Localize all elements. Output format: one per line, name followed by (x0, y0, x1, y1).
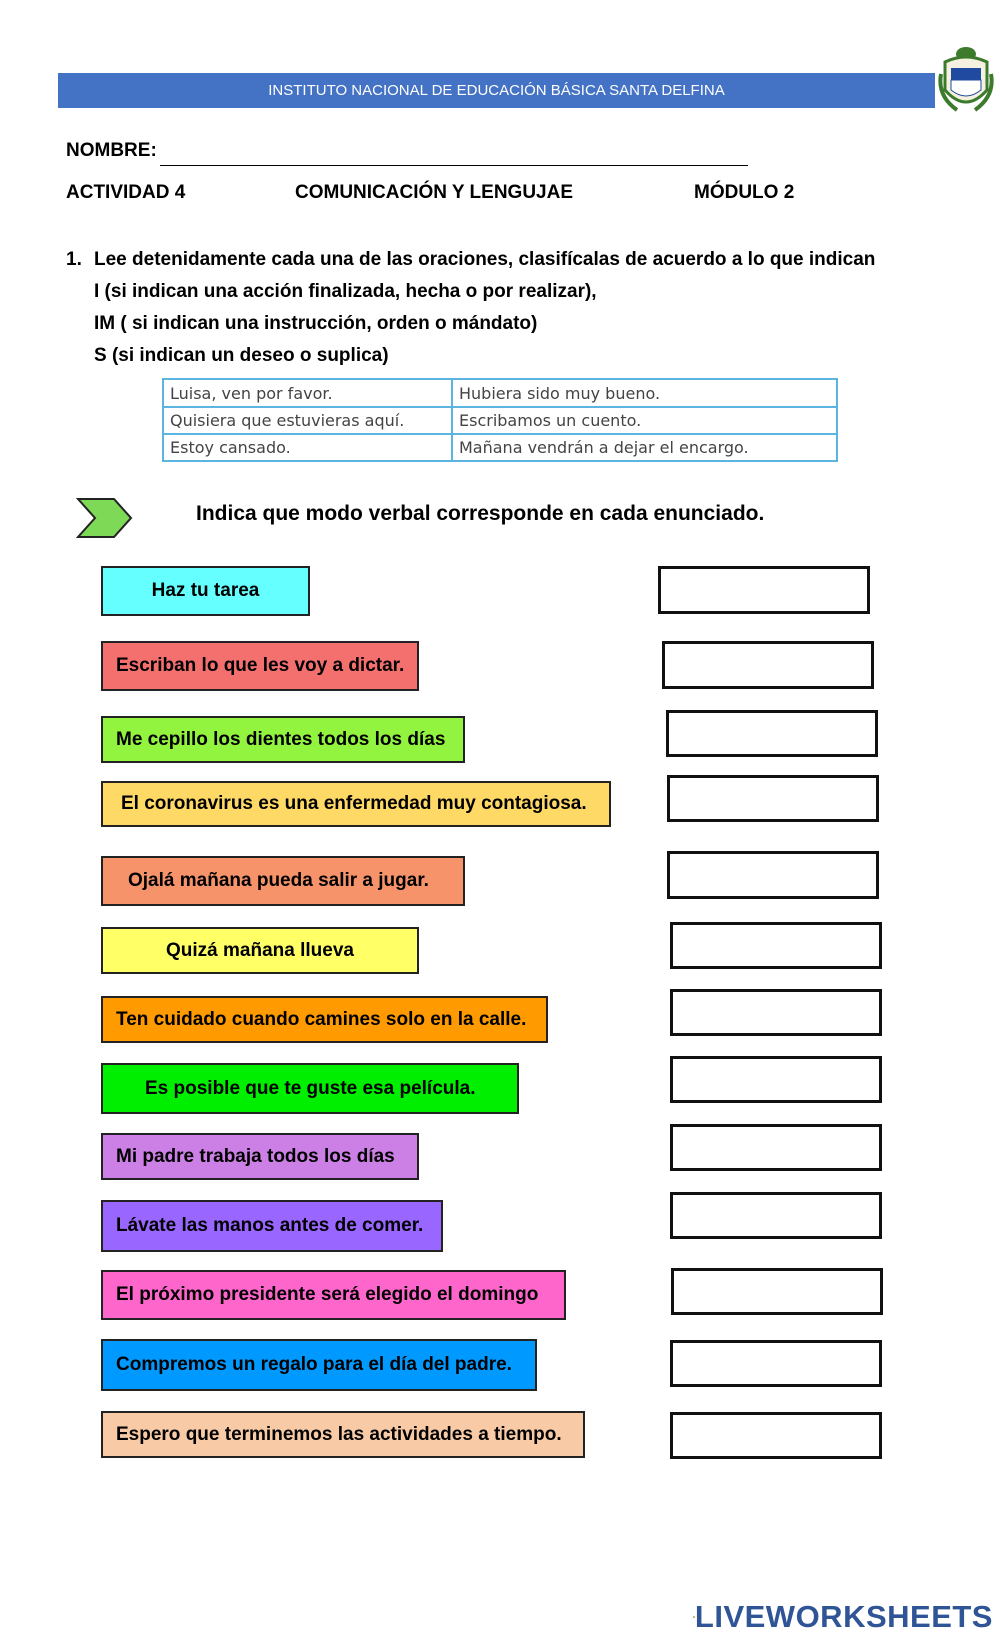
chevron-right-icon (76, 497, 134, 539)
module-label: MÓDULO 2 (694, 182, 795, 203)
sentence-text: Escriban lo que les voy a dictar. (116, 655, 405, 676)
answer-box-13[interactable] (670, 1412, 882, 1459)
answer-box-10[interactable] (670, 1192, 882, 1239)
example-cell: Hubiera sido muy bueno. (459, 383, 661, 403)
answer-box-4[interactable] (667, 775, 879, 822)
task-heading: Indica que modo verbal corresponde en cada enunciado. (196, 502, 765, 525)
institution-title: INSTITUTO NACIONAL DE EDUCACIÓN BÁSICA SANTA DELFINA (268, 82, 725, 99)
sentence-box-13 (101, 1411, 585, 1458)
instruction-line-2: I (si indican una acción finalizada, hecha o por realizar), (94, 281, 597, 302)
sentence-text: Compremos un regalo para el día del padre. (116, 1354, 512, 1375)
example-cell: Luisa, ven por favor. (170, 383, 333, 403)
name-field[interactable] (160, 165, 748, 166)
answer-box-8[interactable] (670, 1056, 882, 1103)
answer-box-5[interactable] (667, 851, 879, 899)
example-cell: Quisiera que estuvieras aquí. (170, 411, 405, 430)
sentence-box-6 (101, 927, 419, 974)
institution-banner (58, 73, 935, 108)
example-cell: Estoy cansado. (170, 438, 291, 457)
answer-box-12[interactable] (670, 1340, 882, 1387)
sentence-text: Mi padre trabaja todos los días (116, 1145, 395, 1167)
subject-label: COMUNICACIÓN Y LENGUJAE (295, 182, 573, 203)
instruction-line-1: Lee detenidamente cada una de las oraciones, clasifícalas de acuerdo a lo que indican (94, 249, 876, 270)
sentence-box-1 (101, 566, 310, 616)
answer-box-11[interactable] (671, 1268, 883, 1315)
example-table (162, 378, 838, 462)
answer-box-6[interactable] (670, 922, 882, 969)
sentence-box-12 (101, 1339, 537, 1391)
sentence-box-11 (101, 1270, 566, 1320)
answer-box-3[interactable] (666, 710, 878, 757)
school-crest-icon (937, 44, 995, 120)
answer-box-9[interactable] (670, 1124, 882, 1171)
sentence-box-2 (101, 641, 419, 691)
answer-box-7[interactable] (670, 989, 882, 1036)
sentence-text: Quizá mañana llueva (166, 939, 354, 961)
sentence-text: Haz tu tarea (151, 580, 260, 601)
name-label: NOMBRE: (66, 140, 157, 161)
example-cell: Mañana vendrán a dejar el encargo. (459, 438, 749, 457)
sentence-box-3 (101, 716, 465, 763)
sentence-box-8 (101, 1063, 519, 1114)
sentence-text: El próximo presidente será elegido el domingo (116, 1284, 539, 1305)
answer-box-2[interactable] (662, 641, 874, 689)
sentence-text: Ten cuidado cuando camines solo en la calle. (116, 1008, 527, 1030)
sentence-text: Espero que terminemos las actividades a tiempo. (116, 1423, 562, 1445)
liveworksheets-logo (693, 1600, 993, 1634)
instruction-line-3: IM ( si indican una instrucción, orden o mándato) (94, 313, 538, 334)
sentence-box-7 (101, 996, 548, 1043)
sentence-box-5 (101, 856, 465, 906)
sentence-text: El coronavirus es una enfermedad muy contagiosa. (121, 793, 587, 814)
sentence-box-9 (101, 1133, 419, 1180)
instructions (94, 244, 875, 372)
example-cell: Escribamos un cuento. (459, 411, 642, 430)
activity-label: ACTIVIDAD 4 (66, 182, 186, 203)
sentence-text: Ojalá mañana pueda salir a jugar. (128, 870, 429, 891)
sentence-text: Me cepillo los dientes todos los días (116, 728, 446, 750)
sentence-box-4 (101, 781, 611, 827)
instruction-line-4: S (si indican un deseo o suplica) (94, 345, 389, 366)
sentence-text: Es posible que te guste esa película. (145, 1077, 476, 1099)
instruction-number: 1. (66, 249, 82, 270)
sentence-text: Lávate las manos antes de comer. (116, 1215, 424, 1236)
liveworksheets-brand: LIVEWORKSHEETS (694, 1599, 993, 1634)
sentence-box-10 (101, 1200, 443, 1252)
answer-box-1[interactable] (658, 566, 870, 614)
